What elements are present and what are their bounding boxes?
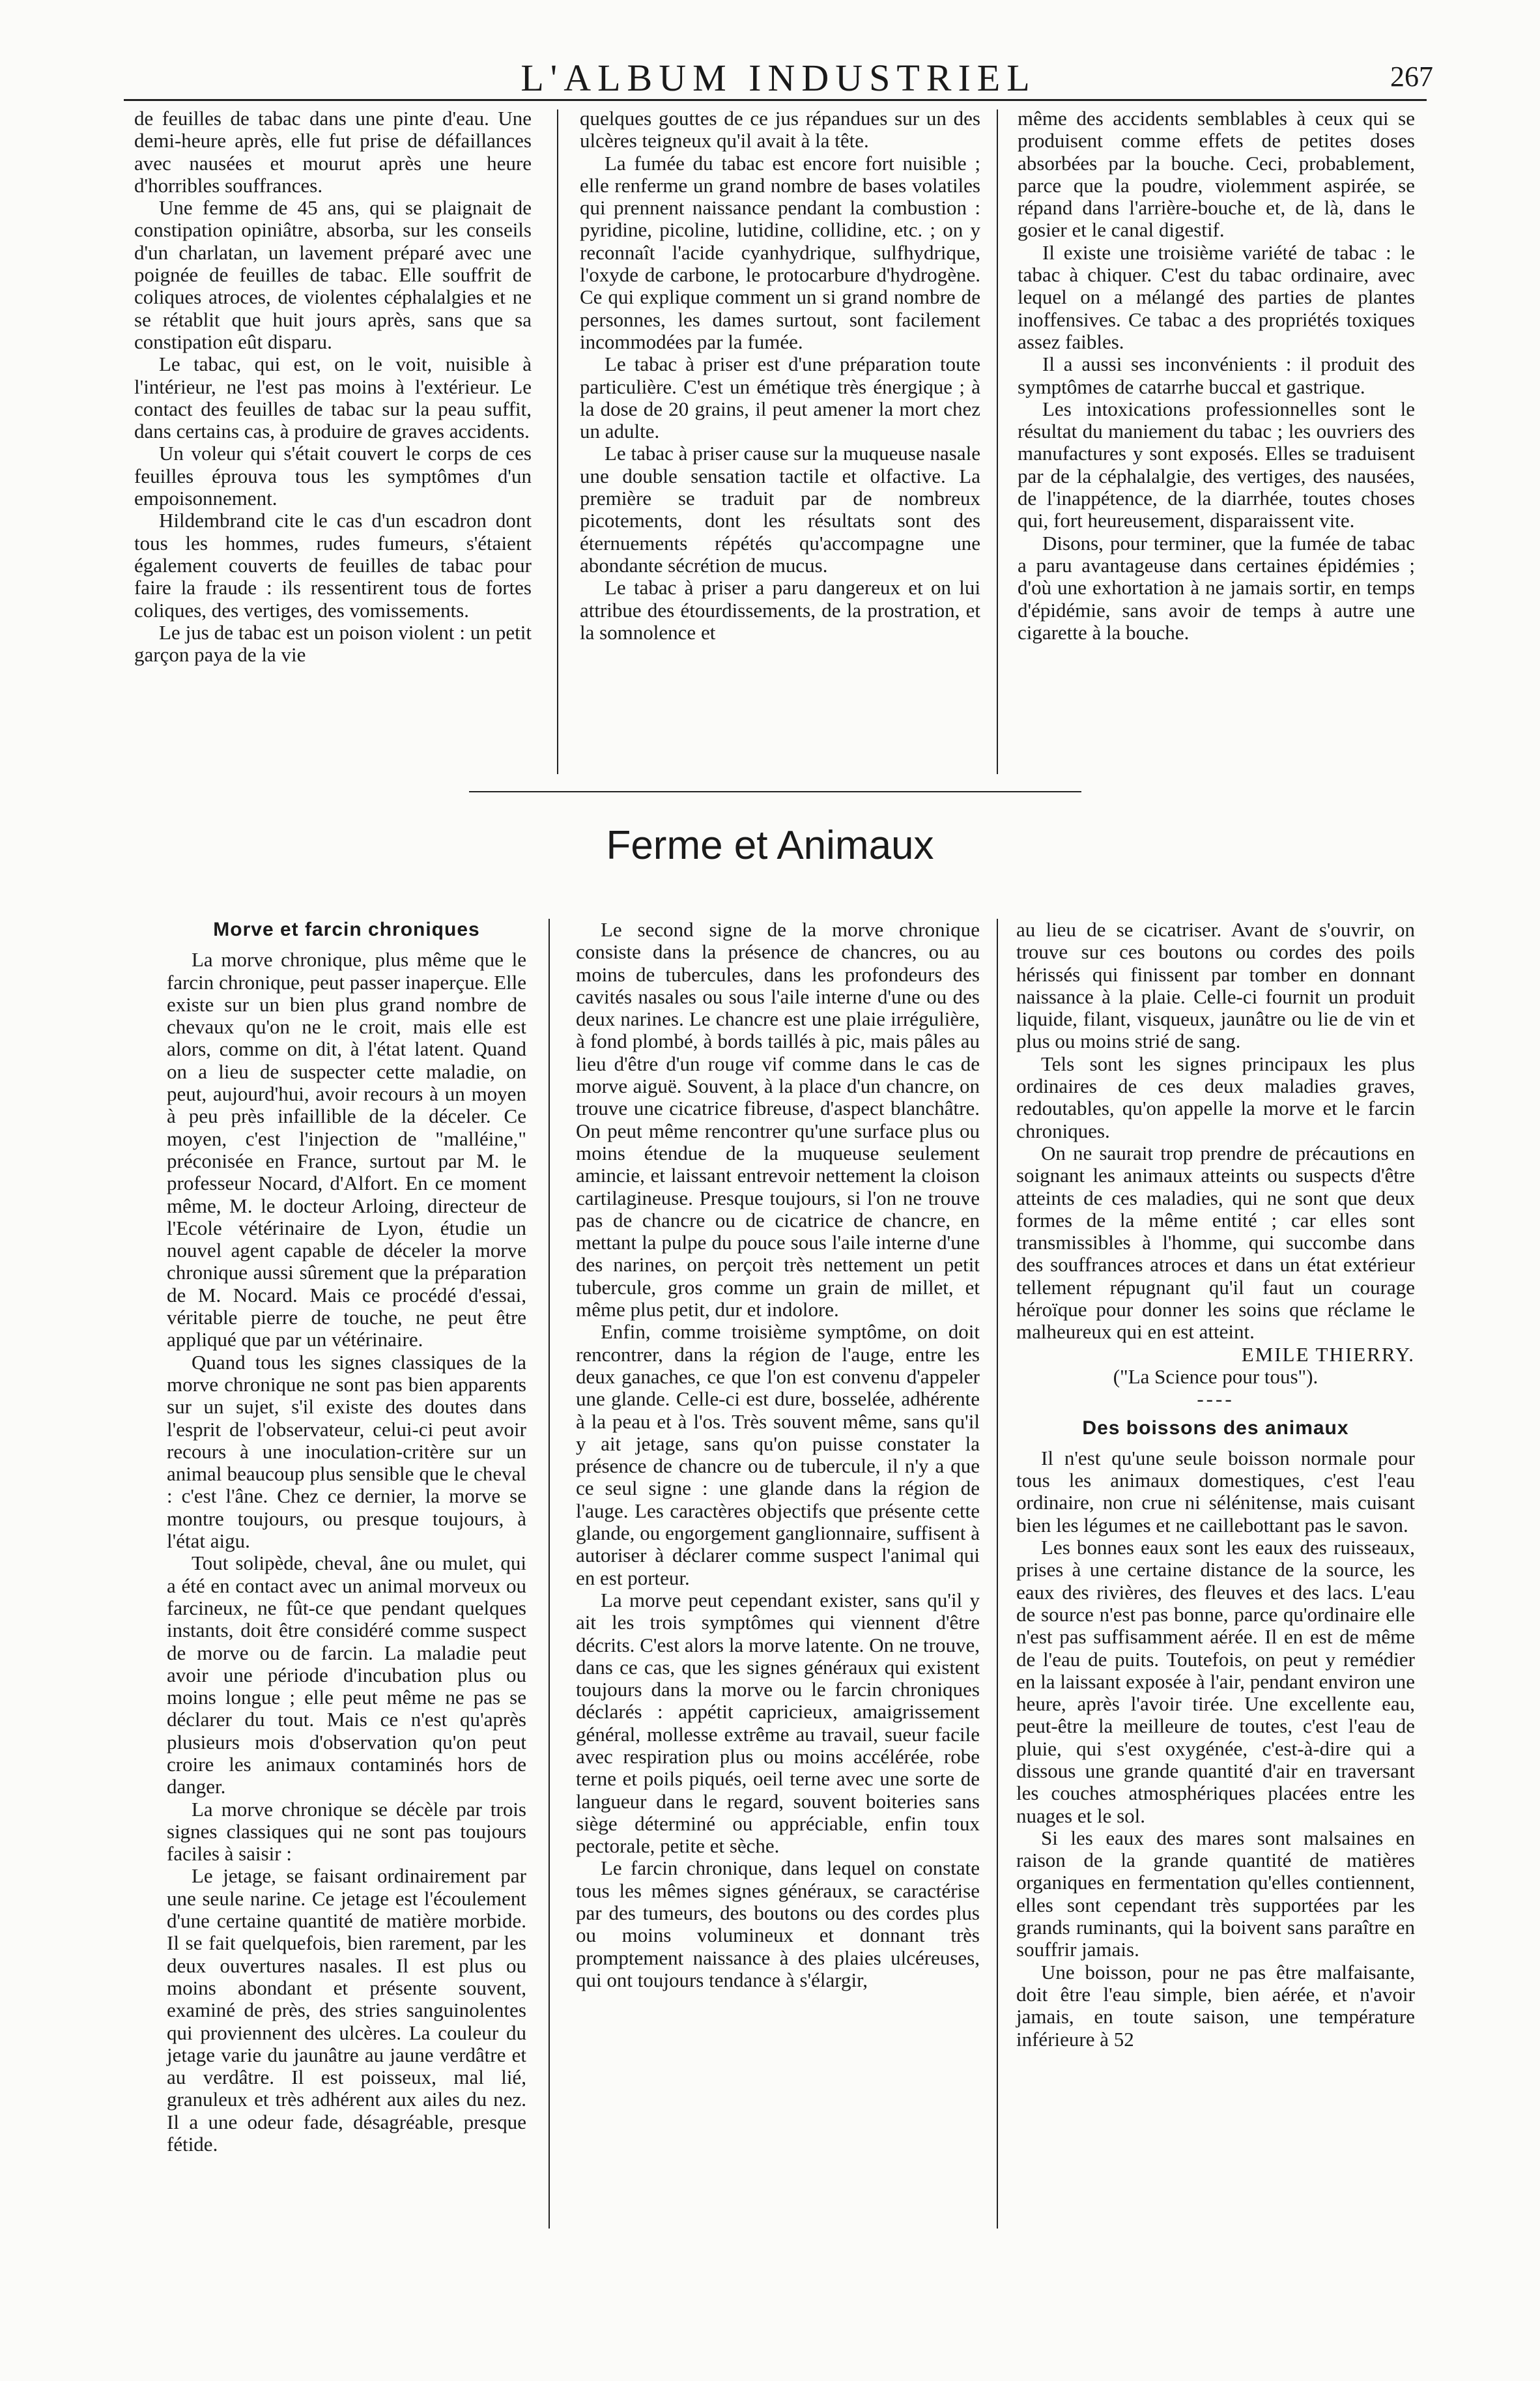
- article-heading: Des boissons des animaux: [1082, 1417, 1349, 1439]
- paragraph: quelques gouttes de ce jus répandues sur un des ulcères teigneux qu'il avait à la tête.: [580, 107, 980, 152]
- paragraph: La morve chronique, plus même que le farcin chronique, peut passer inaperçue. Elle existe sur un bien plus grand nombre de chevaux qu'on ne le croit, mais elle est alors, comme on dit, à l'état latent. Quand on a lieu de suspecter cette maladie, on peut, aujourd'hui, avoir recours à un moyen à peu près infaillible de la déceler. Ce moyen, c'est l'injection de "malléine," préconisée en France, surtout par M. le professeur Nocard, d'Alfort. En ce moment même, M. le docteur Arloing, directeur de l'Ecole vétérinaire de Lyon, étudie un nouvel agent capable de déceler la morve chronique aussi sûrement que la préparation de M. Nocard. Mais ce procédé d'essai, véritable pierre de touche, ne peut être appliqué que par un vétérinaire.: [167, 948, 526, 1351]
- paragraph: de feuilles de tabac dans une pinte d'eau. Une demi-heure après, elle fut prise de défaillances avec nausées et mourut après une heure d'horribles souffrances.: [134, 107, 532, 197]
- paragraph: Un voleur qui s'était couvert le corps de ces feuilles éprouva tous les symptômes d'un empoisonnement.: [134, 442, 532, 510]
- column-divider: [549, 919, 550, 2229]
- paragraph: Si les eaux des mares sont malsaines en raison de la grande quantité de matières organiques en fermentation qu'elles contiennent, elles sont cependant très supportées par les grands ruminants, qui la boivent sans paraître en souffrir jamais.: [1016, 1826, 1415, 1961]
- paragraph: Le tabac à priser est d'une préparation toute particulière. C'est un émétique très énergique ; à la dose de 20 grains, il peut amener la mort chez un adulte.: [580, 353, 980, 443]
- page-header: [124, 56, 1433, 99]
- author-signature: EMILE THIERRY.: [1241, 1342, 1415, 1366]
- paragraph: au lieu de se cicatriser. Avant de s'ouvrir, on trouve sur ces boutons ou cordes des poils hérissés qui finissent par tomber en donnant naissance à la plaie. Celle-ci fournit un produit liquide, filant, visqueux, jaunâtre ou lie de vin et plus ou moins strié de sang.: [1016, 918, 1415, 1053]
- top-column-2: [580, 108, 980, 644]
- separator: ----: [1197, 1387, 1234, 1411]
- bottom-column-1: [167, 919, 526, 2156]
- top-column-1: [134, 108, 532, 666]
- page-number: 267: [1390, 61, 1433, 93]
- paragraph: Quand tous les signes classiques de la morve chronique ne sont pas bien apparents sur un sujet, s'il existe des doutes dans l'esprit de l'observateur, celui-ci peut avoir recours à une inoculation-critère sur un animal beaucoup plus sensible que le cheval : c'est l'âne. Chez ce dernier, la morve se montre toujours, ou presque toujours, à l'état aigu.: [167, 1350, 526, 1553]
- paragraph: Le second signe de la morve chronique consiste dans la présence de chancres, ou au moins de tubercules, dans les profondeurs des cavités nasales ou sous l'aile interne d'une ou des deux narines. Le chancre est une plaie irrégulière, à fond plombé, à bords taillés à pic, mais pâles au lieu d'être d'un rouge vif comme dans le cas de morve aiguë. Souvent, à la place d'un chancre, on trouve une cicatrice fibreuse, d'aspect blanchâtre. On peut même rencontrer qu'une surface plus ou moins étendue de la muqueuse seulement amincie, et laissant entrevoir nettement la cloison cartilagineuse. Presque toujours, si l'on ne trouve pas de chancre ou de cicatrice de chancre, en mettant la pulpe du pouce sous l'aile interne d'une des narines, on perçoit très nettement un petit tubercule, gros comme un grain de millet, et même plus petit, dur et indolore.: [576, 918, 980, 1321]
- paragraph: Le tabac à priser a paru dangereux et on lui attribue des étourdissements, de la prostration, et la somnolence et: [580, 576, 980, 644]
- paragraph: Tout solipède, cheval, âne ou mulet, qui a été en contact avec un animal morveux ou farcineux, ne fût-ce que pendant quelques instants, doit être considéré comme suspect de morve ou de farcin. La maladie peut avoir une période d'incubation plus ou moins longue ; elle peut même ne pas se déclarer du tout. Mais ce n'est qu'après plusieurs mois d'observation qu'on peut croire les animaux contaminés hors de danger.: [167, 1551, 526, 1798]
- paragraph: La fumée du tabac est encore fort nuisible ; elle renferme un grand nombre de bases volatiles qui prennent naissance pendant la combustion : pyridine, picoline, lutidine, collidine, etc. ; on y reconnaît l'acide cyanhydrique, sulfhydrique, l'oxyde de carbone, le protocarbure d'hydrogène. Ce qui explique comment un si grand nombre de personnes, les dames surtout, sont facilement incommodées par la fumée.: [580, 151, 980, 353]
- paragraph: Tels sont les signes principaux les plus ordinaires de ces deux maladies graves, redoutables, qu'on appelle la morve et le farcin chroniques.: [1016, 1052, 1415, 1142]
- section-title: Ferme et Animaux: [606, 823, 934, 868]
- paragraph: Il n'est qu'une seule boisson normale pour tous les animaux domestiques, c'est l'eau ordinaire, non crue ni sélénitense, mais cuisant bien les légumes et ne caillebottant pas le savon.: [1016, 1446, 1415, 1537]
- paragraph: Une boisson, pour ne pas être malfaisante, doit être l'eau simple, bien aérée, et n'avoir jamais, en toute saison, une température inférieure à 52: [1016, 1960, 1415, 2051]
- paragraph: On ne saurait trop prendre de précautions en soignant les animaux atteints ou suspects d'être atteints de ces maladies, qui ne sont que deux formes de la même entité ; car elles sont transmissibles à l'homme, qui succombe dans des souffrances atroces et dans un état extérieur tellement répugnant qu'il faut un courage héroïque pour donner les soins que réclame le malheureux qui en est atteint.: [1016, 1141, 1415, 1344]
- paragraph: Les bonnes eaux sont les eaux des ruisseaux, prises à une certaine distance de la source, les eaux des rivières, des fleuves et des lacs. L'eau de source n'est pas bonne, parce qu'ordinaire elle n'est pas suffisamment aérée. Il en est de même de l'eau de puits. Toutefois, on peut y remédier en la laissant exposée à l'air, pendant environ une heure, après l'avoir tirée. Une excellente eau, peut-être la meilleure de toutes, c'est l'eau de pluie, qui s'est oxygénée, c'est-à-dire qui a dissous une grande quantité d'air en traversant les couches atmosphériques placées entre les nuages et le sol.: [1016, 1536, 1415, 1827]
- paragraph: Le jetage, se faisant ordinairement par une seule narine. Ce jetage est l'écoulement d'une certaine quantité de matière morbide. Il se fait quelquefois, bien rarement, par les deux ouvertures nasales. Il est plus ou moins abondant et présente souvent, examiné de près, des stries sanguinolentes qui proviennent des ulcères. La couleur du jetage varie du jaunâtre au jaune verdâtre et au verdâtre. Il est poisseux, mal lié, granuleux et très adhérent aux ailes du nez. Il a une odeur fade, désagréable, presque fétide.: [167, 1864, 526, 2156]
- paragraph: Il a aussi ses inconvénients : il produit des symptômes de catarrhe buccal et gastrique.: [1018, 353, 1415, 398]
- article-heading: Morve et farcin chroniques: [213, 919, 480, 940]
- paragraph: Le tabac à priser cause sur la muqueuse nasale une double sensation tactile et olfactive. La première se traduit par de nombreux picotements, dont les résultats sont des éternuements répétés qu'accompagne une abondante sécrétion de mucus.: [580, 442, 980, 577]
- article-source: ("La Science pour tous").: [1113, 1364, 1319, 1388]
- paragraph: même des accidents semblables à ceux qui se produisent comme effets de petites doses absorbées par la bouche. Ceci, probablement, parce que la poudre, violemment aspirée, se répand dans l'arrière-bouche et, de là, dans le gosier et le canal digestif.: [1018, 107, 1415, 242]
- paragraph: La morve peut cependant exister, sans qu'il y ait les trois symptômes qui viennent d'être décrits. C'est alors la morve latente. On ne trouve, dans ce cas, que les signes généraux qui existent toujours dans la morve ou le farcin chroniques déclarés : appétit capricieux, amaigrissement général, mollesse extrême au travail, sueur facile avec respiration plus ou moins accélérée, robe terne et poils piqués, oeil terne avec une sorte de langueur dans le regard, souvent boiteries sans siège déterminé ou appréciable, enfin toux pectorale, petite et sèche.: [576, 1588, 980, 1858]
- journal-title: L'ALBUM INDUSTRIEL: [520, 57, 1036, 99]
- paragraph: Une femme de 45 ans, qui se plaignait de constipation opiniâtre, absorba, sur les conseils d'un charlatan, un lavement préparé avec une poignée de feuilles de tabac. Elle souffrit de coliques atroces, de violentes céphalalgies et ne se rétablit que huit jours après, sans que sa constipation eût disparu.: [134, 196, 532, 353]
- header-rule: [124, 99, 1427, 101]
- paragraph: Hildembrand cite le cas d'un escadron dont tous les hommes, rudes fumeurs, s'étaient également couverts de feuilles de tabac pour faire la fraude : ils ressentirent tous de fortes coliques, des vertiges, des vomissements.: [134, 509, 532, 622]
- paragraph: Le tabac, qui est, on le voit, nuisible à l'intérieur, ne l'est pas moins à l'extérieur. Le contact des feuilles de tabac sur la peau suffit, dans certains cas, à produire de graves accidents.: [134, 353, 532, 443]
- paragraph: Il existe une troisième variété de tabac : le tabac à chiquer. C'est du tabac ordinaire, avec lequel on a mélangé des parties de plantes inoffensives. Ce tabac a des propriétés toxiques assez faibles.: [1018, 240, 1415, 353]
- column-divider: [557, 109, 558, 774]
- top-column-3: [1018, 108, 1415, 644]
- bottom-column-3: [1016, 919, 1415, 2051]
- paragraph: Le jus de tabac est un poison violent : un petit garçon paya de la vie: [134, 620, 532, 667]
- paragraph: Le farcin chronique, dans lequel on constate tous les mêmes signes généraux, se caractérise par des tumeurs, des boutons ou des cordes plus ou moins volumineux et donnant très promptement naissance à des plaies ulcéreuses, qui ont toujours tendance à s'élargir,: [576, 1856, 980, 1991]
- column-divider: [997, 109, 998, 774]
- paragraph: Enfin, comme troisième symptôme, on doit rencontrer, dans la région de l'auge, entre les deux ganaches, ce que l'on est convenu d'appeler une glande. Celle-ci est dure, bosselée, adhérente à la peau et à l'os. Très souvent même, sans qu'il y ait jetage, sans qu'on puisse constater la présence de chancre ou de tubercule, il n'y a que ce seul signe : une glande dans la région de l'auge. Les caractères objectifs que présente cette glande, ou engorgement ganglionnaire, suffisent à autoriser à déclarer comme suspect l'animal qui en est porteur.: [576, 1320, 980, 1589]
- column-divider: [997, 919, 998, 2229]
- section-rule: [469, 791, 1081, 792]
- paragraph: Disons, pour terminer, que la fumée de tabac a paru avantageuse dans certaines épidémies ; d'où une exhortation à ne jamais sortir, en temps d'épidémie, sans avoir de temps à autre une cigarette à la bouche.: [1018, 531, 1415, 644]
- paragraph: Les intoxications professionnelles sont le résultat du maniement du tabac ; les ouvriers des manufactures y sont exposés. Elles se traduisent par de la céphalalgie, des vertiges, des nausées, de l'inappétence, de la diarrhée, toutes choses qui, fort heureusement, disparaissent vite.: [1018, 397, 1415, 532]
- paragraph: La morve chronique se décèle par trois signes classiques qui ne sont pas toujours faciles à saisir :: [167, 1797, 526, 1866]
- bottom-column-2: [576, 919, 980, 1991]
